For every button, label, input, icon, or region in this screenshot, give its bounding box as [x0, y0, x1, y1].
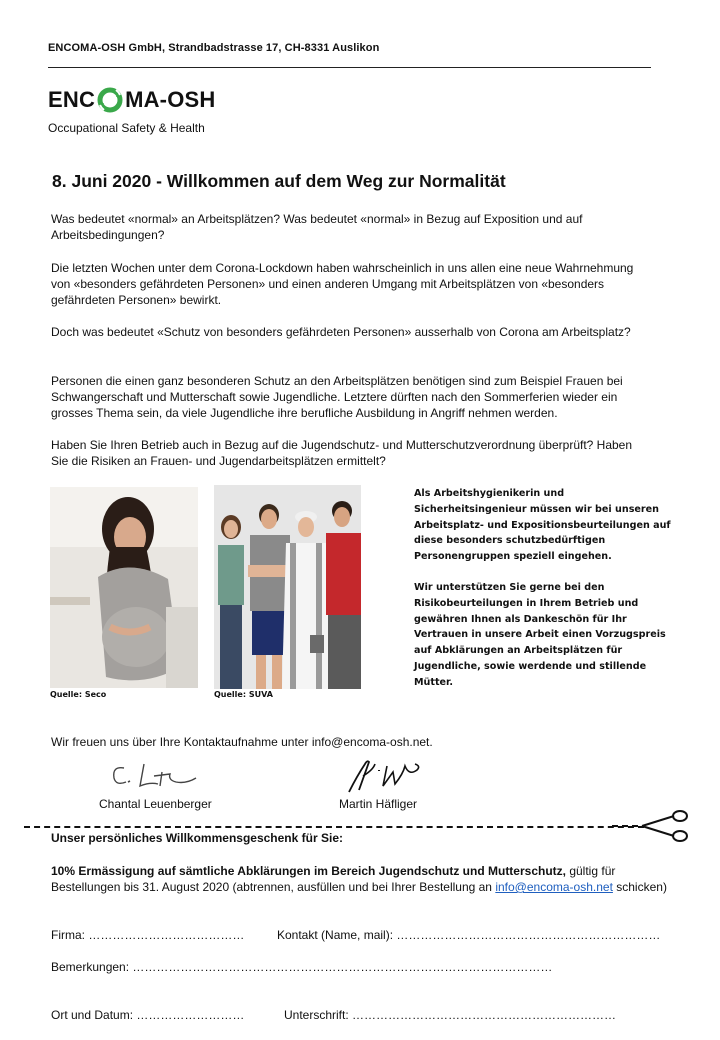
logo-text-left: ENC: [48, 87, 96, 112]
contact-line: Wir freuen uns über Ihre Kontaktaufnahme unter info@encoma-osh.net.: [51, 735, 433, 749]
field-bemerkungen[interactable]: Bemerkungen: ……………………………………………………………………………………………: [51, 960, 553, 974]
photo-caption-seco: Quelle: Seco: [50, 690, 107, 699]
coupon-heading: Unser persönliches Willkommensgeschenk für Sie:: [51, 831, 343, 845]
field-firma[interactable]: Firma: …………………………………: [51, 928, 245, 942]
company-logo: [48, 86, 215, 114]
signature-name-1: Chantal Leuenberger: [99, 797, 212, 811]
coupon-offer-text: gültig für Bestellungen bis 31. August 2020 (abtrennen, ausfüllen und bei Ihrer Bestellung an: [51, 864, 616, 894]
article-title: 8. Juni 2020 - Willkommen auf dem Weg zur Normalität: [52, 171, 506, 191]
field-unterschrift[interactable]: Unterschrift: …………………………………………………………: [284, 1008, 617, 1022]
apprentices-photo: [214, 485, 361, 689]
signature-name-2: Martin Häfliger: [339, 797, 418, 811]
cut-line: [24, 826, 644, 828]
sidebar-text: [414, 486, 679, 706]
coupon-offer: [51, 863, 681, 895]
coupon-offer-text-end: schicken): [612, 880, 667, 894]
paragraph-3: Doch was bedeutet «Schutz von besonders gefährdeten Personen» ausserhalb von Corona am Arbeitsplatz?: [51, 325, 631, 339]
company-address: ENCOMA-OSH GmbH, Strandbadstrasse 17, CH-8331 Auslikon: [48, 42, 380, 54]
coupon-email-link[interactable]: info@encoma-osh.net: [495, 880, 613, 894]
sidebar-paragraph-2: Wir unterstützen Sie gerne bei den Risikobeurteilungen in Ihrem Betrieb und gewähren Ihnen als Dankeschön für Ihr Vertrauen in unsere Arbeit einen Vorzugspreis auf Abklärungen an Arbeitsplätzen für Jugendliche, sowie werdende und stillende Mütter.: [414, 581, 666, 688]
coupon-offer-bold: 10% Ermässigung auf sämtliche Abklärungen im Bereich Jugendschutz und Mutterschutz,: [51, 864, 566, 878]
paragraph-2: Die letzten Wochen unter dem Corona-Lockdown haben wahrscheinlich in uns allen eine neue Wahrnehmung von «besonders gefährdeten Personen» und einen anderen Umgang mit Arbeitsplätzen von «besonders gefährdeten Personen» bewirkt.: [51, 261, 634, 307]
logo-tagline: Occupational Safety & Health: [48, 121, 205, 135]
photo-caption-suva: Quelle: SUVA: [214, 690, 273, 699]
header-divider: [48, 67, 651, 68]
paragraph-4: Personen die einen ganz besonderen Schutz an den Arbeitsplätzen benötigen sind zum Beispiel Frauen bei Schwangerschaft und Mutterschaft sowie Jugendliche. Letztere dürften nach den Sommerferien wieder ein grosses Thema sein, da viele Jugendliche ihre berufliche Ausbildung in Angriff nehmen werden.: [51, 374, 623, 420]
field-kontakt[interactable]: Kontakt (Name, mail): …………………………………………………………: [277, 928, 661, 942]
paragraph-5: Haben Sie Ihren Betrieb auch in Bezug auf die Jugendschutz- und Mutterschutzverordnung überprüft? Haben Sie die Risiken an Frauen- und Jugendarbeitsplätzen ermittelt?: [51, 438, 633, 468]
pregnant-woman-photo: [50, 487, 198, 688]
signature-chantal-leuenberger: [106, 760, 202, 794]
sidebar-paragraph-1: Als Arbeitshygienikerin und Sicherheitsingenieur müssen wir bei unseren Arbeitsplatz- und Expositionsbeurteilungen auf diese besonders schutzbedürftigen Personengruppen speziell eingehen.: [414, 488, 671, 563]
logo-text-right: MA-OSH: [125, 87, 216, 112]
scissors-icon: [612, 808, 692, 844]
field-ort-datum[interactable]: Ort und Datum: ………………………: [51, 1008, 245, 1022]
signature-martin-haefliger: [343, 756, 427, 796]
recycle-ring-icon: [96, 86, 124, 114]
paragraph-1: Was bedeutet «normal» an Arbeitsplätzen? Was bedeutet «normal» in Bezug auf Exposition und auf Arbeitsbedingungen?: [51, 212, 583, 242]
